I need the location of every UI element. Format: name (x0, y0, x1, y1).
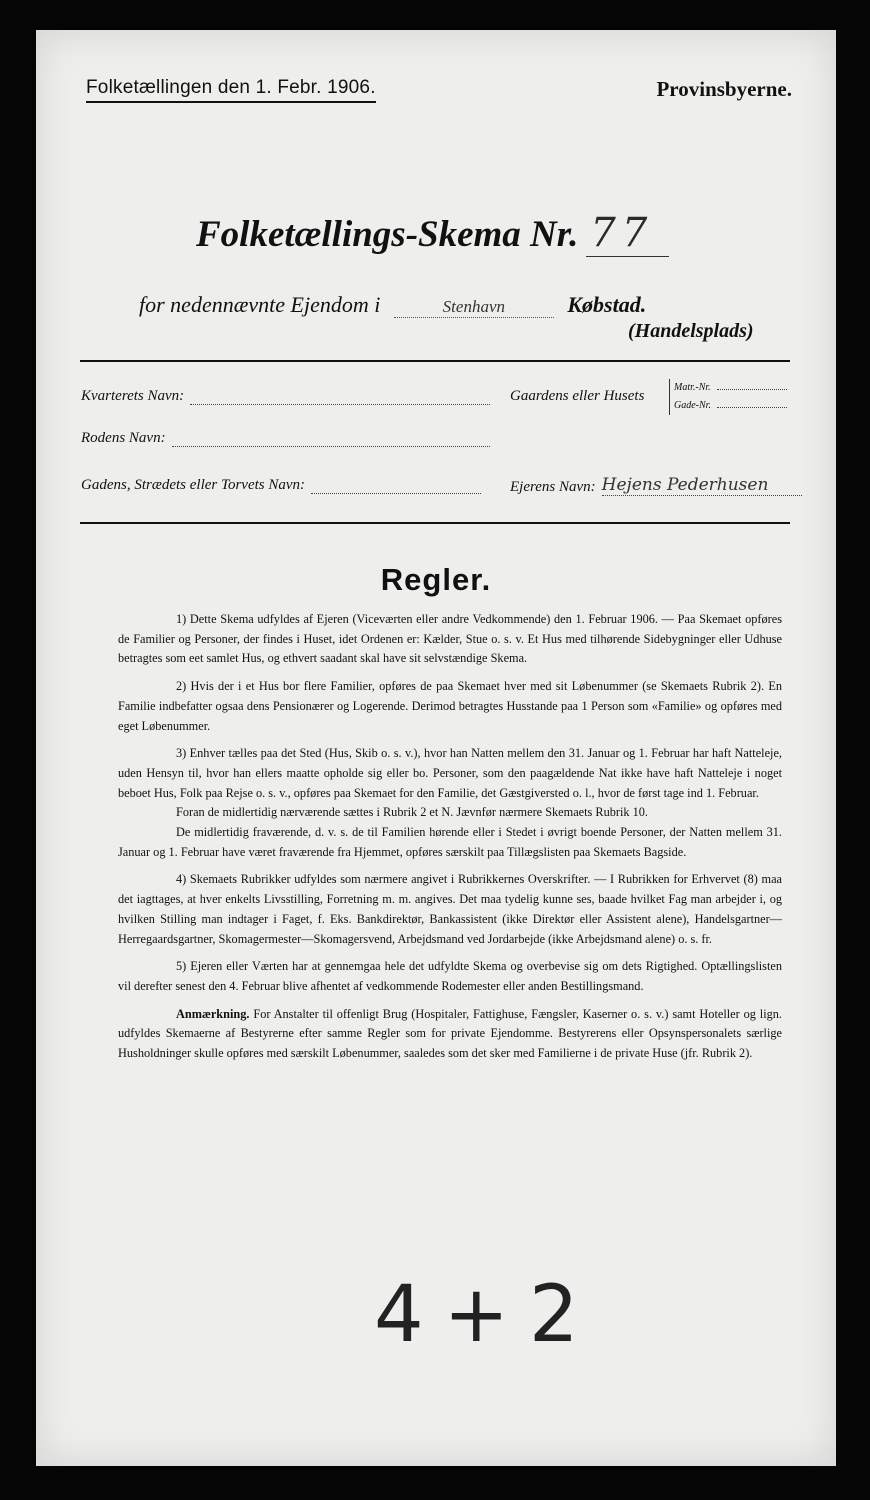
ejer-name-handwritten: Hejens Pederhusen (602, 475, 802, 496)
rule-4: 4) Skemaets Rubrikker udfyldes som nærmere angivet i Rubrikkernes Overskrifter. — I Rubrikken for Erhvervet (8) maa det iagttages, at hver enkelts Livsstilling, Forretning m. m. angives. Det maa tydelig kunne ses, baade hvilket Fag man arbejder i, og hvilken Stilling man indtager i Faget, f. Eks. Bankdirektør, Bankassistent (ikke Direktør eller Assistent alene), Handelsgartner—Herregaardsgartner, Skomagermester—Skomagersvend, Arbejdsmand ved Jordarbejde (ikke Arbejdsmand alene) o. s. fr. (118, 872, 782, 946)
matr-label: Matr.-Nr. (674, 382, 711, 393)
matr-gade-bracket (669, 379, 787, 415)
gade-field (81, 477, 481, 494)
form-number-handwritten: 77 (586, 210, 669, 257)
form-title (196, 210, 669, 257)
divider-bottom (80, 522, 790, 524)
gade-blank (311, 492, 481, 494)
rule-3: 3) Enhver tælles paa det Sted (Hus, Skib o. s. v.), hvor han Natten mellem den 31. Januar og 1. Februar har haft Natteleje, uden Hensyn til, hvor han ellers maatte opholde sig eller bo. Personer, som den paagældende Nat ikke have haft Natteleje i noget beboet Hus, Folk paa Rejse o. s. v., opføres paa Skemaet for den Familie, det Gæstgiversted o. l., hvor de først tage ind 1. Februar. (118, 746, 782, 800)
matr-blank (717, 389, 787, 390)
rode-blank (172, 445, 490, 447)
census-date-header: Folketællingen den 1. Febr. 1906. (86, 77, 376, 103)
gade-nr-label: Gade-Nr. (674, 400, 711, 411)
town-name-handwritten: Stenhavn (394, 297, 554, 318)
gaard-field (510, 388, 644, 405)
kvarter-label: Kvarterets Navn: (81, 388, 185, 404)
rode-field (81, 430, 490, 447)
remark-text: For Anstalter til offenligt Brug (Hospitaler, Fattighuse, Fængsler, Kaserner o. s. v.) samt Hoteller og lign. udfyldes Skemaerne af Bestyrerne efter samme Regler som for private Ejendomme. Bestyrerens eller Opsynspersonalets særlige Husholdninger skulle opføres med særskilt Løbenummer, saaledes som det sker med Familierne i de private Huse (jfr. Rubrik 2). (118, 1006, 782, 1061)
ejer-label: Ejerens Navn: (510, 479, 596, 495)
rule-2: 2) Hvis der i et Hus bor flere Familier, opføres de paa Skemaet hver med sit Løbenummer (se Skemaets Rubrik 2). En Familie indbefatter ogsaa dens Pensionærer og Logerende. Derimod betragtes Husstande paa 1 Person som «Familie» og opføres med eget Løbenummer. (118, 679, 782, 733)
bottom-handwritten-note: 4+2 (374, 1270, 599, 1360)
rule-1: 1) Dette Skema udfyldes af Ejeren (Viceværten eller andre Vedkommende) den 1. Februar 1906. — Paa Skemaet opføres de Familier og Personer, der findes i Huset, idet Ordenen er: Kælder, Stue o. s. v. Et Hus med tilhørende Sidebygninger eller Udhuse betragtes som eet samlet Hus, og ethvert saadant skal have sit selvstændige Skema. (118, 612, 782, 666)
handelsplads-label: (Handelsplads) (628, 320, 754, 342)
rule-5: 5) Ejeren eller Værten har at gennemgaa hele det udfyldte Skema og overbevise sig om dets Rigtighed. Optællingslisten vil derefter senest den 4. Februar blive afhentet af vedkommende Rodemester eller anden Bestillingsmand. (118, 959, 782, 993)
kobstad-label: Købstad. (567, 292, 647, 317)
region-header: Provinsbyerne. (656, 77, 792, 101)
census-form-page (36, 30, 836, 1466)
remark (118, 1005, 782, 1064)
divider-top (80, 360, 790, 362)
rode-label: Rodens Navn: (81, 430, 166, 446)
rule-3-temporary-present: Foran de midlertidig nærværende sættes i Rubrik 2 et N. Jævnfør nærmere Skemaets Rubrik 10. (176, 805, 649, 820)
form-title-text: Folketællings-Skema Nr. (196, 214, 579, 255)
gade-nr-blank (717, 407, 787, 408)
kvarter-field (81, 388, 490, 405)
property-location-line (139, 292, 646, 318)
ejer-field (510, 475, 802, 496)
remark-label: Anmærkning. (176, 1006, 250, 1021)
kvarter-blank (190, 403, 490, 405)
rule-3-temporary-absent: De midlertidig fraværende, d. v. s. de til Familien hørende eller i Stedet i øvrigt boende Personer, der Natten mellem 31. Januar og 1. Februar have været fraværende fra Hjemmet, opføres særskilt paa Tillægslisten paa Skemaets Bagside. (118, 825, 782, 859)
gade-label: Gadens, Strædets eller Torvets Navn: (81, 477, 306, 493)
property-prefix: for nedennævnte Ejendom i (139, 292, 381, 317)
gaard-label: Gaardens eller Husets (510, 388, 645, 404)
rules-body (118, 610, 782, 1072)
rules-title: Regler. (380, 562, 492, 597)
